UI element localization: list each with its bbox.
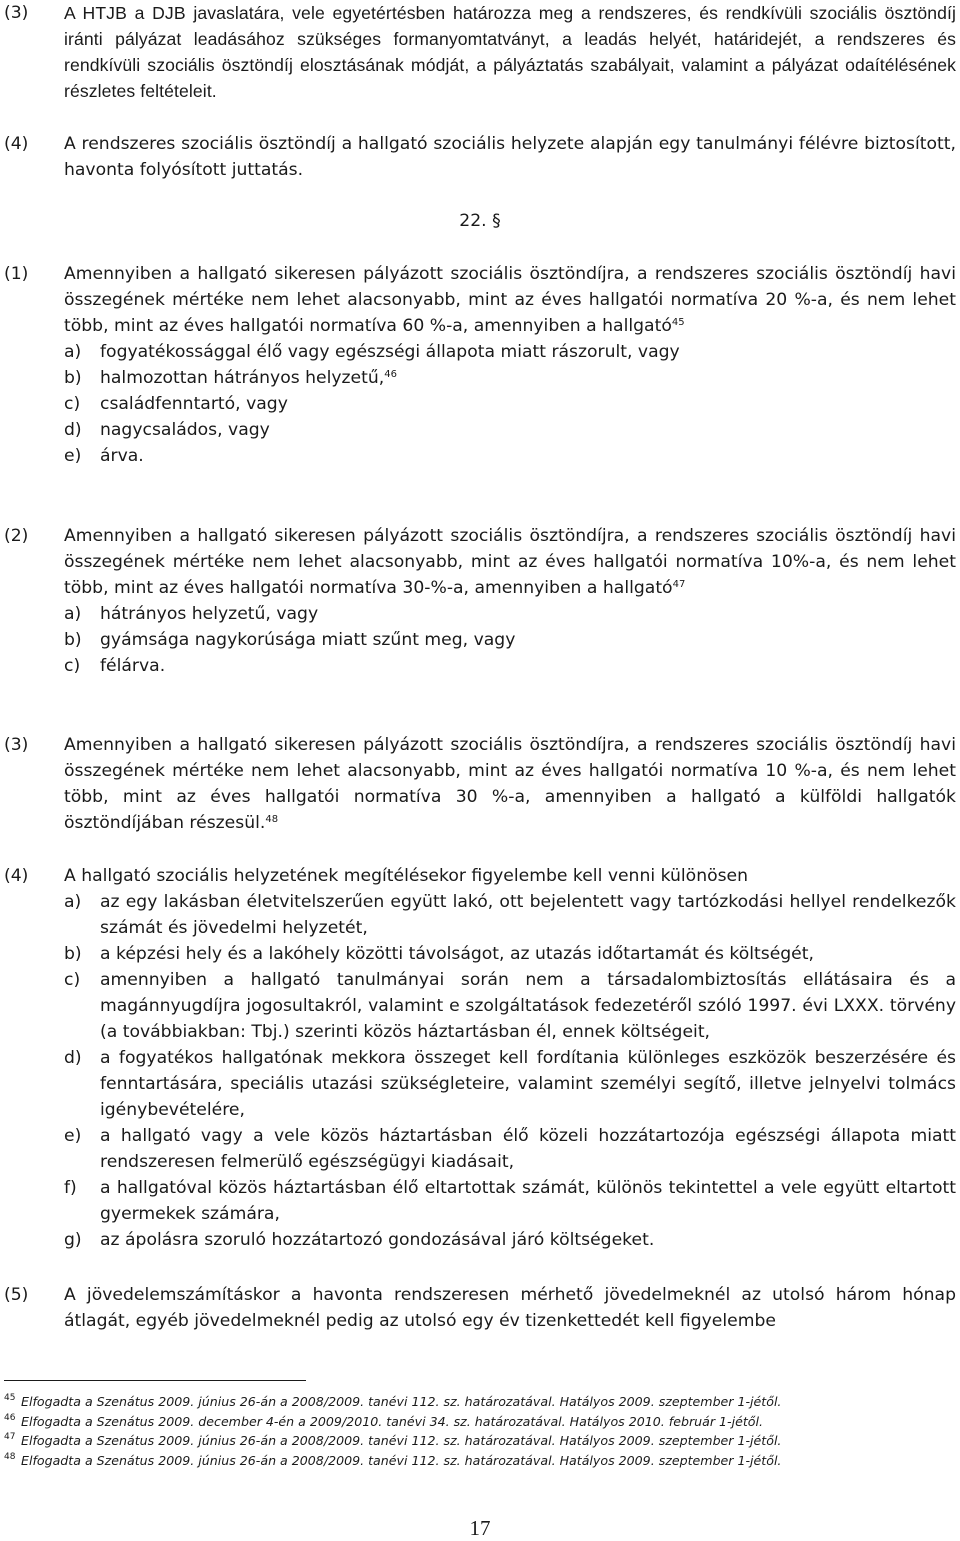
paragraph-lead [64,863,956,889]
item-label: d) [64,420,82,440]
paragraph-3 [4,732,956,836]
item-label: b) [64,630,82,650]
paragraph-text: A hallgató szociális helyzetének megítélésekor figyelembe kell venni különösen [64,866,749,886]
paragraph-number: (4) [4,134,29,154]
paragraph-text: A HTJB a DJB javaslatára, vele egyetértésben határozza meg a rendszeres, és rendkívüli szociális ösztöndíj iránti pályázat leadásához szükséges formanyomtatványt, a leadás helyét, határidejét, a rendszeres és rendkívüli szociális ösztöndíj elosztásának módját, a pályáztatás szabályait, valamint a pályázat odaítélésének részletes feltételeit. [64,3,956,101]
footnote [4,1412,956,1432]
item-label: a) [64,604,82,624]
item-text: a fogyatékos hallgatónak mekkora összeget kell fordítania különleges eszközök beszerzésére és fenntartására, speciális utazási szükségleteire, valamint személyi segítő, illetve jelnyelvi tolmács igénybevételére, [100,1048,956,1120]
list-item [64,653,956,679]
item-label: g) [64,1230,82,1250]
item-label: a) [64,342,82,362]
list-item [64,391,956,417]
item-text: félárva. [100,656,166,676]
footnote-ref: 48 [265,814,279,825]
item-label: c) [64,970,81,990]
item-text: fogyatékossággal élő vagy egészségi állapota miatt rászorult, vagy [100,342,680,362]
list-item [64,627,956,653]
item-label: b) [64,944,82,964]
item-label: c) [64,394,81,414]
item-text: a képzési hely és a lakóhely közötti távolságot, az utazás időtartamát és költségét, [100,944,814,964]
footnote [4,1392,956,1412]
item-label: b) [64,368,82,388]
list-item [64,941,956,967]
footnote-number: 46 [4,1412,16,1423]
footnote-number: 47 [4,1432,16,1442]
paragraph-text: A jövedelemszámításkor a havonta rendszeresen mérhető jövedelmeknél az utolsó három hónap átlagát, egyéb jövedelmeknél pedig az utolsó egy év tizenkettedét kell figyelembe [64,1285,956,1331]
list-item [64,1175,956,1227]
list-item [64,339,956,365]
item-text: gyámsága nagykorúsága miatt szűnt meg, vagy [100,630,516,650]
item-label: f) [64,1178,77,1198]
page-number: 17 [469,1516,491,1540]
item-text: az egy lakásban életvitelszerűen együtt lakó, ott bejelentett vagy tartózkodási hellyel rendelkezők számát és jövedelmi helyzetét, [100,892,956,938]
list-item [64,967,956,1045]
list-item [64,1123,956,1175]
section-title: 22. § [459,211,501,231]
footnote-divider [4,1380,306,1381]
paragraph-number: (5) [4,1285,29,1305]
list-item [64,601,956,627]
footnote-number: 48 [4,1451,16,1462]
paragraph-lead [64,523,956,601]
footnote-number: 45 [4,1393,16,1403]
paragraph-number: (4) [4,866,29,886]
list-item [64,889,956,941]
item-text: halmozottan hátrányos helyzetű, [100,368,385,388]
footnote-text: Elfogadta a Szenátus 2009. június 26-án a 2008/2009. tanévi 112. sz. határozatával. Hatályos 2009. szeptember 1-jétől. [21,1394,782,1409]
paragraph-number: (2) [4,526,29,546]
item-text: árva. [100,446,144,466]
footnote-text: Elfogadta a Szenátus 2009. június 26-án a 2008/2009. tanévi 112. sz. határozatával. Hatályos 2009. szeptember 1-jétől. [21,1433,782,1448]
paragraph-lead [64,261,956,339]
list-item [64,1227,956,1253]
list-item [64,365,956,391]
paragraph-text: Amennyiben a hallgató sikeresen pályázott szociális ösztöndíjra, a rendszeres szociális ösztöndíj havi összegének mértéke nem lehet alacsonyabb, mint az éves hallgatói normatíva 10%-a, és nem lehet több, mint az éves hallgatói normatíva 30-%-a, amennyiben a hallgató [64,526,956,598]
paragraph-text: Amennyiben a hallgató sikeresen pályázott szociális ösztöndíjra, a rendszeres szociális ösztöndíj havi összegének mértéke nem lehet alacsonyabb, mint az éves hallgatói normatíva 20 %-a, és nem lehet több, mint az éves hallgatói normatíva 60 %-a, amennyiben a hallgató [64,264,956,336]
list-item [64,1045,956,1123]
paragraph-number: (3) [4,3,29,23]
item-list [64,339,956,469]
footnote-ref: 47 [672,579,686,590]
paragraph-number: (3) [4,735,29,755]
paragraph-text: A rendszeres szociális ösztöndíj a hallgató szociális helyzete alapján egy tanulmányi félévre biztosított, havonta folyósított juttatás. [64,134,956,180]
item-label: e) [64,1126,82,1146]
paragraph-1 [4,261,956,469]
item-text: amennyiben a hallgató tanulmányai során nem a társadalombiztosítás ellátásaira és a magánnyugdíjra jogosultakról, valamint e szolgáltatások fedezetéről szóló 1997. évi LXXX. törvény (a továbbiakban: Tbj.) szerinti közös háztartásban él, ennek költségeit, [100,970,956,1042]
item-list [64,601,956,679]
footnote-ref: 45 [671,317,685,328]
footnote [4,1431,956,1451]
item-list [64,889,956,1253]
paragraph-text: Amennyiben a hallgató sikeresen pályázott szociális ösztöndíjra, a rendszeres szociális ösztöndíj havi összegének mértéke nem lehet alacsonyabb, mint az éves hallgatói normatíva 10 %-a, és nem lehet több, mint az éves hallgatói normatíva 30 %-a, amennyiben a hallgató a külföldi hallgatók ösztöndíjában részesül. [64,735,956,833]
item-text: a hallgatóval közös háztartásban élő eltartottak számát, különös tekintettel a vele együtt eltartott gyermekek számára, [100,1178,956,1224]
paragraph-2 [4,523,956,679]
paragraph-lead [64,732,956,836]
footnotes [4,1392,956,1470]
paragraph-lead [64,1282,956,1334]
footnote-text: Elfogadta a Szenátus 2009. június 26-án a 2008/2009. tanévi 112. sz. határozatával. Hatályos 2009. szeptember 1-jétől. [21,1452,782,1468]
item-text: nagycsaládos, vagy [100,420,270,440]
paragraph-number: (1) [4,264,29,284]
footnote [4,1451,956,1471]
list-item [64,443,956,469]
footnote-text: Elfogadta a Szenátus 2009. december 4-én a 2009/2010. tanévi 34. sz. határozatával. Hatályos 2010. február 1-jétől. [21,1413,763,1429]
item-text: az ápolásra szoruló hozzátartozó gondozásával járó költségeket. [100,1230,655,1250]
list-item [64,417,956,443]
paragraph-5 [4,1282,956,1334]
paragraph-4 [4,863,956,1253]
footnote-ref: 46 [384,369,397,380]
item-label: c) [64,656,81,676]
paragraph-intro-3 [4,0,956,104]
item-text: hátrányos helyzetű, vagy [100,604,319,624]
item-label: e) [64,446,82,466]
paragraph-intro-4 [4,131,956,183]
item-text: a hallgató vagy a vele közös háztartásban élő közeli hozzátartozója egészségi állapota miatt rendszeresen felmerülő egészségügyi kiadásait, [100,1126,956,1172]
item-text: családfenntartó, vagy [100,394,288,414]
item-label: a) [64,892,82,912]
item-label: d) [64,1048,82,1068]
